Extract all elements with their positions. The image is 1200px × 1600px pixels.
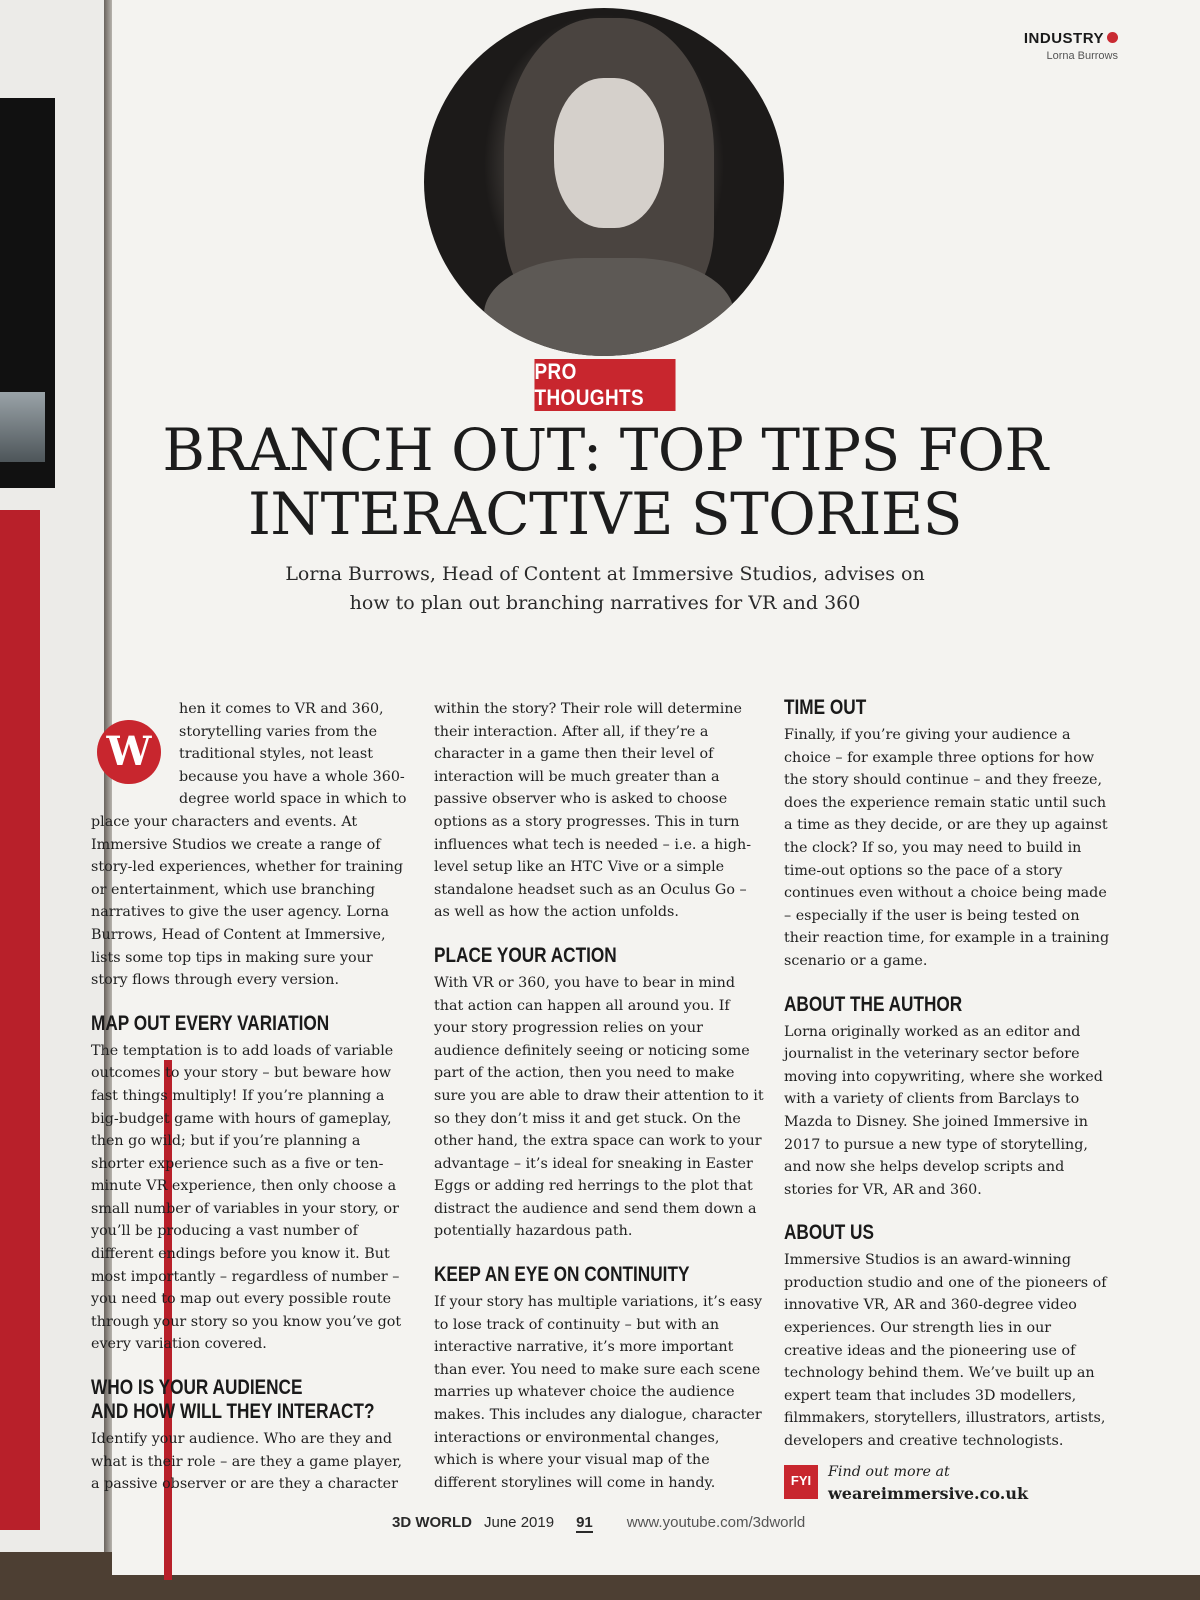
audience-paragraph-part-2: within the story? Their role will determine their interaction. After all, if they’re a character in a game then their level of interaction will be much greater than a passive observer who is asked to choose options as a story progresses. This in turn influences what tech is needed – i.e. a high-level setup like an HTC Vive or a simple standalone headset such as an Oculus Go – as well as how the action unfolds. [434, 701, 752, 921]
portrait-shirt [484, 258, 734, 356]
red-dot-icon [1107, 32, 1118, 43]
fyi-find-text: Find out more at [828, 1463, 950, 1480]
heading-audience-line-1: WHO IS YOUR AUDIENCE [91, 1376, 303, 1400]
heading-about-author: ABOUT THE AUTHOR [784, 992, 963, 1016]
heading-time-out: TIME OUT [784, 696, 867, 719]
page-footer [392, 1514, 805, 1533]
heading-about-us: ABOUT US [784, 1221, 874, 1245]
footer-website[interactable]: www.youtube.com/3dworld [626, 1514, 806, 1531]
heading-audience-line-2: AND HOW WILL THEY INTERACT? [91, 1400, 375, 1424]
time-out-paragraph: Finally, if you’re giving your audience a choice – for example three options for how the story should continue – and they freeze, does the experience remain static until such a time as they decide, or are they up against the clock? If so, you may need to build in time-out options so the pace of a story continues even without a choice being made – especially if the user is being tested on their reaction time, for example in a training scenario or a game. [784, 727, 1110, 969]
footer-page-number: 91 [576, 1514, 593, 1531]
column-1 [91, 698, 409, 1496]
continuity-paragraph: If your story has multiple variations, it’s easy to lose track of continuity – but with an interactive narrative, it’s more important than ever. You need to make sure each scene marries up whatever choice the audience makes. This includes any dialogue, character interactions or environmental changes, which is where your visual map of the different storylines will come in handy. [434, 1294, 763, 1491]
audience-paragraph-part-1: Identify your audience. Who are they and what is their role – are they a game player, a passive observer or are they a character [91, 1431, 403, 1493]
header-author: Lorna Burrows [1046, 50, 1118, 62]
about-author-paragraph: Lorna originally worked as an editor and journalist in the veterinary sector before moving into copywriting, where she worked with a variety of clients from Barclays to Mazda to Disney. She joined Immersive in 2017 to pursue a new type of storytelling, and now she helps develop scripts and stories for VR, AR and 360. [784, 1023, 1103, 1198]
intro-paragraph: hen it comes to VR and 360, storytelling varies from the traditional styles, not least because you have a whole 360-degree world space in which to place your characters and events. At Immersive Studios we create a range of story-led experiences, whether for training or entertainment, which use branching narratives to give the user agency. Lorna Burrows, Head of Content at Immersive, lists some top tips in making sure your story flows through every version. [91, 701, 407, 989]
pro-thoughts-badge: PRO THOUGHTS [534, 359, 675, 411]
section-tag: INDUSTRY [1023, 30, 1104, 47]
standfirst-line-2: how to plan out branching narratives for VR and 360 [349, 592, 861, 614]
dropcap: W [97, 720, 161, 784]
column-2 [434, 698, 764, 1494]
standfirst [220, 560, 990, 618]
portrait-face [554, 78, 664, 228]
fyi-text [828, 1461, 1028, 1506]
fyi-url[interactable]: weareimmersive.co.uk [828, 1484, 1029, 1504]
place-action-paragraph: With VR or 360, you have to bear in mind that action can happen all around you. If your story progression relies on your audience definitely seeing or noticing some part of the action, then you need to make sure you are able to draw their attention to it so they don’t miss it and get stuck. On the other hand, the extra space can work to your advantage – it’s ideal for sneaking in Easter Eggs or adding red herrings to the plot that distract the audience and send them down a potentially hazardous path. [434, 974, 764, 1240]
standfirst-line-1: Lorna Burrows, Head of Content at Immersive Studios, advises on [285, 563, 925, 585]
heading-continuity: KEEP AN EYE ON CONTINUITY [434, 1263, 690, 1287]
column-3 [784, 698, 1114, 1506]
headline-line-2: INTERACTIVE STORIES [248, 480, 962, 548]
footer-magazine: 3D WORLD [392, 1514, 472, 1531]
heading-place-action: PLACE YOUR ACTION [434, 943, 617, 967]
headline [100, 418, 1110, 546]
fyi-box [784, 1461, 1114, 1506]
map-out-paragraph: The temptation is to add loads of variable outcomes to your story – but beware how fast things multiply! If you’re planning a big-budget game with hours of gameplay, then go wild; but if you’re planning a shorter experience such as a five or ten-minute VR experience, then only choose a small number of variables in your story, or you’ll be producing a vast number of different endings before you know it. But most importantly – regardless of number – you need to map out every possible route through your story so you know you’ve got every variation covered. [91, 1042, 402, 1353]
author-portrait [424, 8, 784, 356]
left-page-red-block [0, 510, 40, 1530]
section-header [1024, 30, 1118, 62]
about-us-paragraph: Immersive Studios is an award-winning production studio and one of the pioneers of innovative VR, AR and 360-degree video experiences. Our strength lies in our creative ideas and the pioneering use of technology behind them. We’ve built up an expert team that includes 3D modellers, filmmakers, storytellers, illustrators, artists, developers and creative technologists. [784, 1252, 1107, 1450]
heading-audience [91, 1376, 430, 1424]
headline-line-1: BRANCH OUT: TOP TIPS FOR [162, 416, 1048, 484]
heading-map-out: MAP OUT EVERY VARIATION [91, 1011, 330, 1035]
left-page-image [0, 392, 45, 462]
footer-issue: June 2019 [484, 1514, 555, 1531]
fyi-label: FYI [784, 1465, 818, 1499]
